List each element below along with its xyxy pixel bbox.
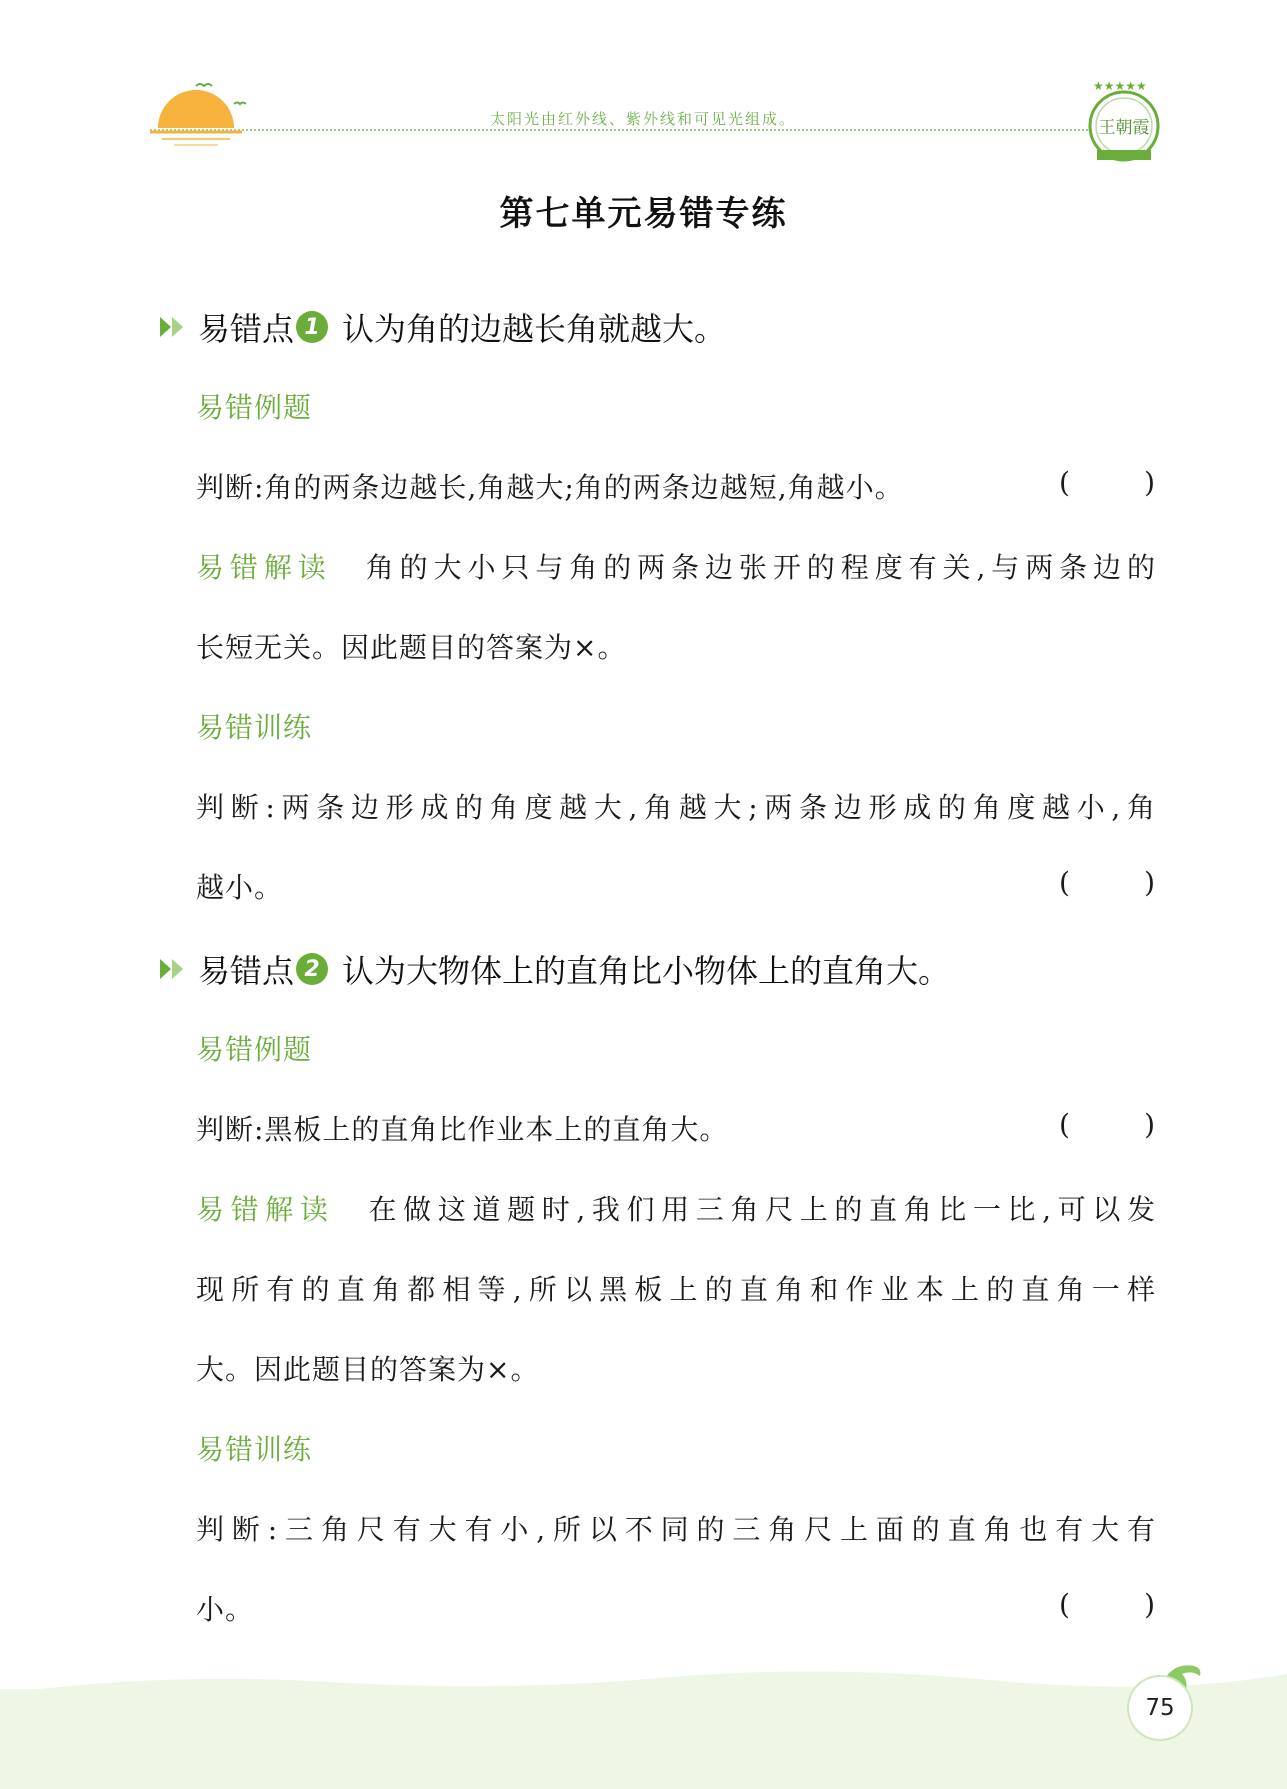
practice-question: 判断:两条边形成的角度越大,角越大;两条边形成的角度越小,角 <box>196 791 1156 824</box>
answer-bracket[interactable] <box>1059 466 1155 499</box>
page-title: 第七单元易错专练 <box>499 194 788 234</box>
sun-logo-icon <box>150 78 260 150</box>
bracket-close: ) <box>1144 866 1155 899</box>
bracket-close: ) <box>1144 1108 1155 1141</box>
explain-label: 易错解读 <box>196 551 332 584</box>
bracket-close: ) <box>1144 1588 1155 1621</box>
practice-question: 判断:三角尺有大有小,所以不同的三角尺上面的直角也有大有 <box>196 1513 1156 1546</box>
page-number: 75 <box>1127 1675 1193 1741</box>
bracket-close: ) <box>1144 466 1155 499</box>
explanation-line <box>196 1188 1156 1228</box>
brand-logo-text: 王朝霞 <box>1098 118 1150 138</box>
double-arrow-icon <box>158 954 188 984</box>
brand-logo-icon <box>1083 76 1165 166</box>
bracket-open: ( <box>1059 866 1070 899</box>
bracket-open: ( <box>1059 1108 1070 1141</box>
bracket-open: ( <box>1059 1588 1070 1621</box>
error-point-title: 认为角的边越长角就越大。 <box>342 310 727 348</box>
error-point-2-heading <box>158 946 950 992</box>
practice-label: 易错训练 <box>196 711 313 744</box>
explain-text: 在做这道题时,我们用三角尺上的直角比一比,可以发 <box>368 1193 1156 1226</box>
answer-bracket[interactable] <box>1059 1588 1155 1621</box>
practice-question: 小。 <box>196 1593 255 1626</box>
error-point-label: 易错点 <box>198 952 295 990</box>
double-arrow-icon <box>158 312 188 342</box>
header-divider <box>150 129 1092 131</box>
bracket-open: ( <box>1059 466 1070 499</box>
practice-question: 越小。 <box>196 871 284 904</box>
explanation-line: 现所有的直角都相等,所以黑板上的直角和作业本上的直角一样 <box>196 1273 1156 1306</box>
number-1-icon: 1 <box>296 311 328 343</box>
number-2-icon: 2 <box>296 953 328 985</box>
error-point-1-heading <box>158 304 726 350</box>
explanation-line <box>196 546 1156 586</box>
example-question: 判断:黑板上的直角比作业本上的直角大。 <box>196 1113 729 1146</box>
error-point-title: 认为大物体上的直角比小物体上的直角大。 <box>342 952 951 990</box>
example-question: 判断:角的两条边越长,角越大;角的两条边越短,角越小。 <box>196 471 904 504</box>
explanation-line: 长短无关。因此题目的答案为×。 <box>196 631 627 664</box>
answer-bracket[interactable] <box>1059 866 1155 899</box>
example-label: 易错例题 <box>196 1033 313 1066</box>
error-point-label: 易错点 <box>198 310 295 348</box>
answer-bracket[interactable] <box>1059 1108 1155 1141</box>
header-slogan: 太阳光由红外线、紫外线和可见光组成。 <box>490 110 797 128</box>
svg-text:★★★★★: ★★★★★ <box>1093 79 1147 93</box>
practice-label: 易错训练 <box>196 1433 313 1466</box>
explanation-line: 大。因此题目的答案为×。 <box>196 1353 540 1386</box>
footer-band <box>0 1689 1287 1789</box>
explain-text: 角的大小只与角的两条边张开的程度有关,与两条边的 <box>365 551 1156 584</box>
explain-label: 易错解读 <box>196 1193 335 1226</box>
example-label: 易错例题 <box>196 391 313 424</box>
